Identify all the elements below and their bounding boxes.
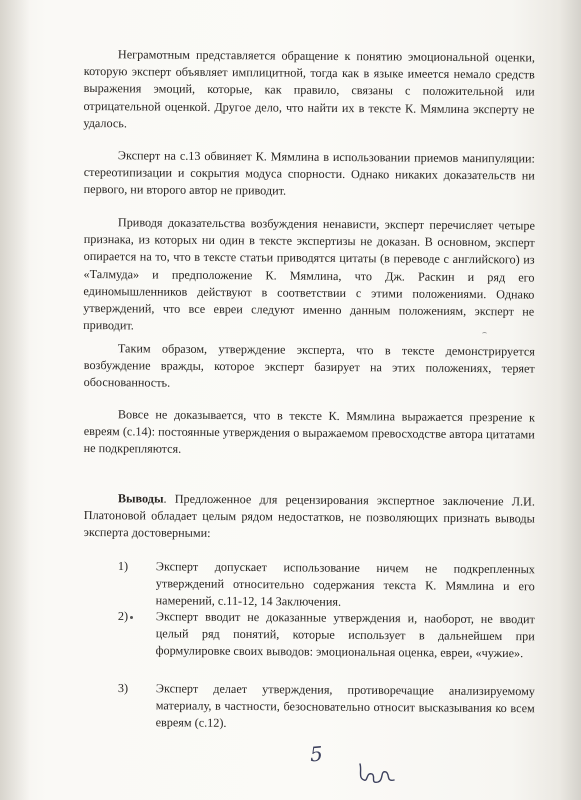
paragraph-1: [83, 46, 535, 136]
list-item-1: [118, 558, 535, 613]
scan-mark: [482, 332, 487, 336]
list-item: [118, 680, 535, 735]
paragraph-2: [84, 147, 535, 202]
list-item-3: [118, 680, 535, 735]
list-item-text: Эксперт делает утверждения, противоречащие анализируемому материалу, в частности, безосновательно относит высказывания ко всем евреям (с.12).: [155, 681, 535, 731]
list-item-text: Эксперт допускает использование ничем не подкрепленных утверждений относительно содержания текста К. Мямлина и его намерений, с.11-12, 14 Заключения.: [155, 559, 535, 610]
paragraph-text: Эксперт на с.13 обвиняет К. Мямлина в использовании приемов манипуляции: стереотипизации и сокрытия модуса спорности. Однако никаких доказательств ни первого, ни второго автор не приводит.: [83, 148, 535, 198]
conclusion-list: [118, 608, 535, 663]
paragraph-text: Таким образом, утверждение эксперта, что в тексте демонстрируется возбуждение вражды, которое эксперт базирует на этих положениях, теряет обоснованность.: [83, 341, 535, 391]
paragraph-4: [84, 340, 535, 395]
paragraph-text: Неграмотным представляется обращение к понятию эмоциональной оценки, которую эксперт объявляет имплицитной, тогда как в языке имеется немало средств выражения эмоций, которые, как правило, связаны с положительной или отрицательной оценкой. Другое дело, что найти их в тексте К. Мямлина эксперту не удалось.: [83, 47, 535, 131]
list-number: 3): [117, 680, 129, 696]
list-number: 2): [117, 608, 129, 624]
list-item-text: Эксперт вводит не доказанные утверждения и, наоборот, не вводит целый ряд понятий, которые использует в дальнейшем при формулировке своих выводов: эмоциональная оценка, евреи, «чужие».: [155, 609, 535, 661]
scan-left-shadow: [0, 0, 30, 800]
handwritten-signature: [356, 760, 400, 788]
conclusion-heading: Выводы: [117, 491, 164, 506]
list-item: [118, 558, 535, 613]
conclusion-text: [84, 490, 535, 545]
list-item-2: [118, 608, 535, 663]
conclusion-body: . Предложенное для рецензирования экспертное заключение Л.И. Платоновой обладает целым рядом недостатков, не позволяющих признать выводы эксперта достоверными:: [83, 491, 535, 541]
conclusion-list: [118, 558, 535, 613]
list-number: 1): [117, 558, 129, 574]
list-item: [118, 608, 535, 663]
scan-speck: [130, 616, 133, 619]
scan-edge-shadow: [559, 0, 581, 800]
paragraph-text: Приводя доказательства возбуждения ненависти, эксперт перечисляет четыре признака, из которых ни один в тексте экспертизы не доказан. В основном, эксперт опирается на то, что в тексте статьи приводятся цитаты (в переводе с английского) из «Талмуда» и предположение К. Мямлина, что Дж. Раскин и ряд его единомышленников действуют в соответствии с этими положениями. Однако утверждений, что все евреи следуют именно данным положениям, эксперт не приводит.: [83, 215, 535, 333]
paragraph-5: [84, 406, 535, 461]
conclusion-list: [118, 680, 535, 735]
conclusion-paragraph: [84, 490, 535, 545]
paragraph-3: [83, 214, 535, 338]
paragraph-text: Вовсе не доказывается, что в тексте К. Мямлина выражается презрение к евреям (с.14): постоянные утверждения о выражаемом превосходстве автора цитатами не подкрепляются.: [83, 407, 535, 457]
handwritten-page-number: 5: [309, 741, 324, 767]
